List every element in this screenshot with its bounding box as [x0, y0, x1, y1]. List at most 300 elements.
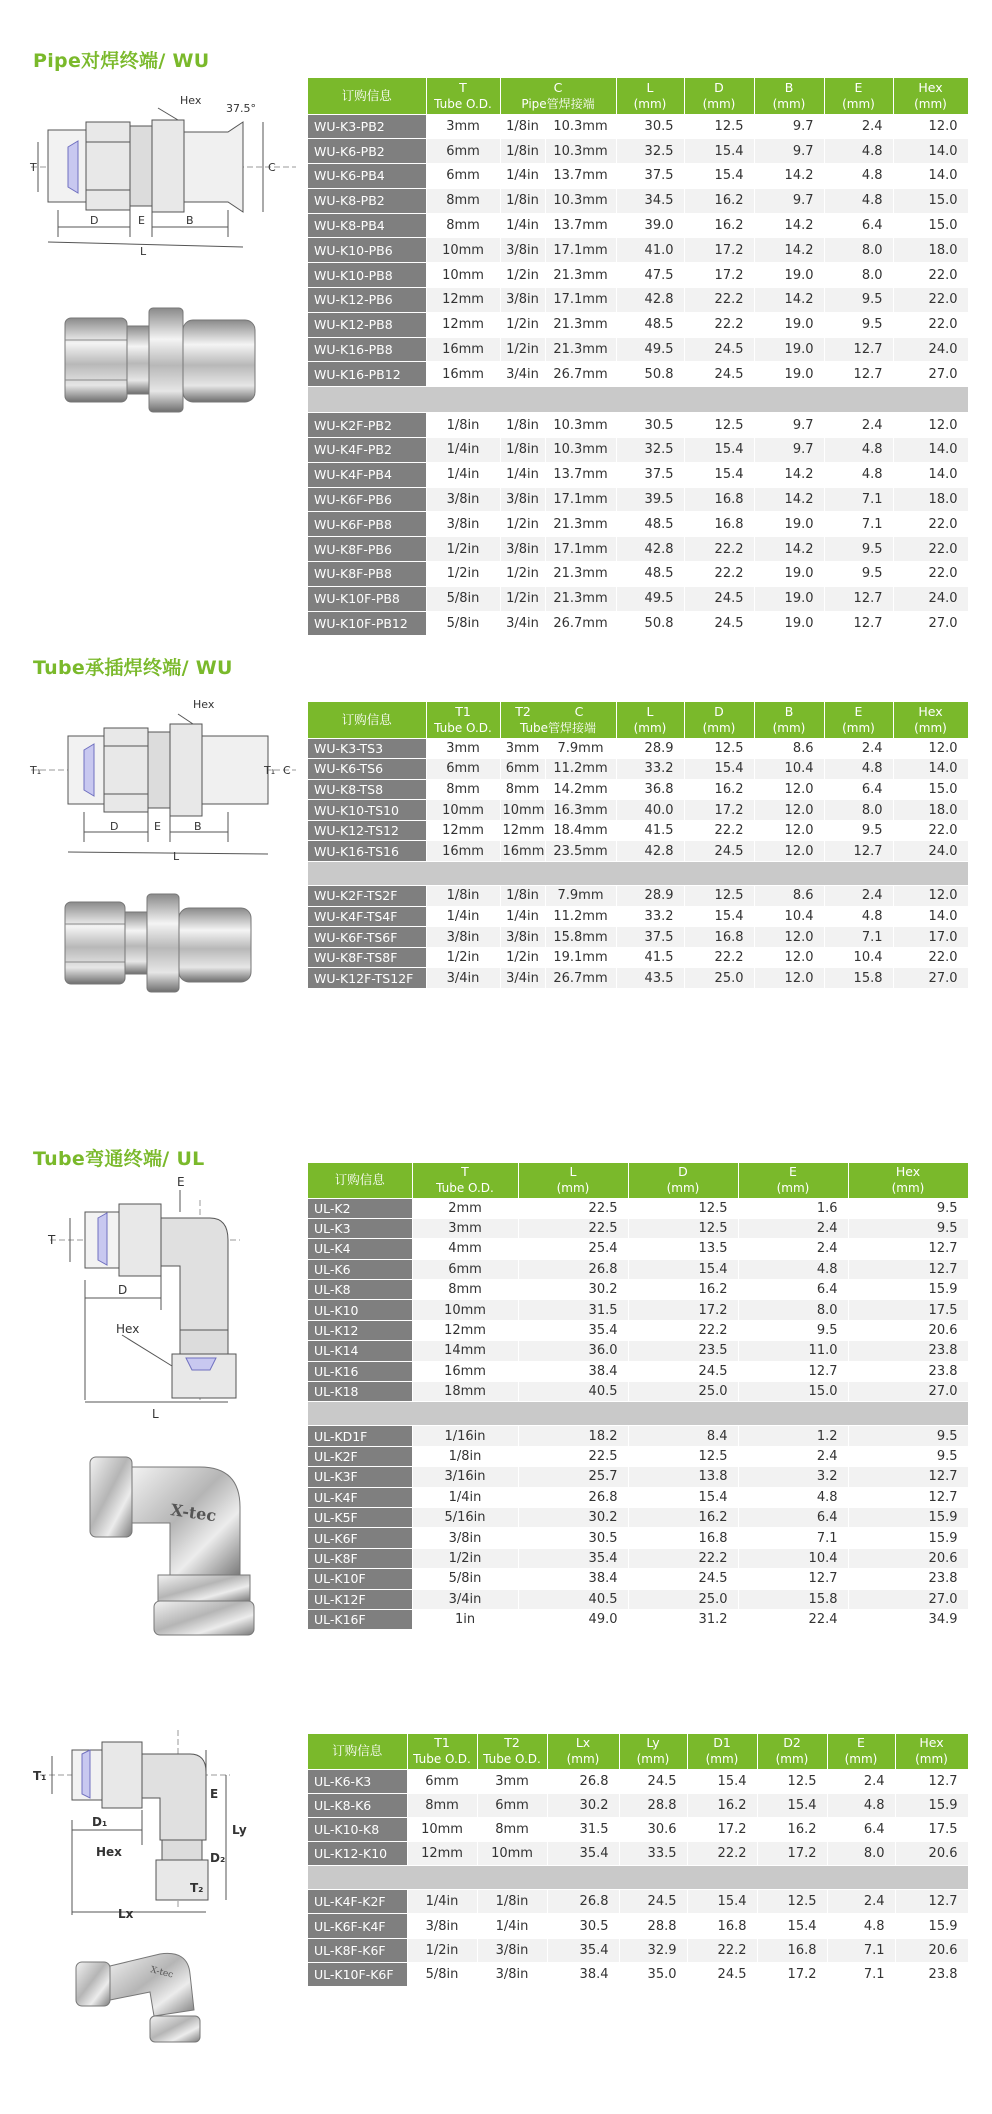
- section-title: Tube承插焊终端/ WU: [33, 657, 233, 679]
- table-cell: 22.0: [893, 947, 968, 968]
- table-cell: 26.8: [547, 1769, 619, 1793]
- dim-d2: D₂: [210, 1851, 226, 1865]
- table-cell: 30.5: [616, 114, 684, 139]
- order-code-cell: WU-K12F-TS12F: [308, 968, 426, 989]
- table-cell: 4mm: [412, 1239, 518, 1259]
- table-cell: 11.0: [738, 1341, 848, 1361]
- table-cell: 4.8: [824, 906, 893, 927]
- table-cell: 6mm: [426, 139, 500, 164]
- table-cell: 10.4: [754, 759, 824, 780]
- table-cell: 25.0: [628, 1382, 738, 1402]
- table-cell: 1/8in: [412, 1446, 518, 1466]
- table-cell: 12.7: [848, 1259, 968, 1279]
- col-e: E (mm): [824, 702, 893, 738]
- table-cell: 1/2in: [426, 537, 500, 562]
- table-cell: 6mm: [500, 759, 545, 780]
- table-cell: 3/8in: [500, 288, 545, 313]
- table-cell: 3/8in: [500, 238, 545, 263]
- table-cell: 16mm: [412, 1361, 518, 1381]
- table-cell: 4.8: [824, 164, 893, 189]
- table-cell: 18.2: [518, 1426, 628, 1446]
- table-cell: 10.3mm: [545, 114, 616, 139]
- dim-hex: Hex: [96, 1845, 122, 1859]
- table-cell: 9.5: [824, 312, 893, 337]
- table-row: [308, 1609, 968, 1629]
- table-cell: 24.5: [619, 1890, 687, 1914]
- table-cell: 16.8: [628, 1528, 738, 1548]
- table-cell: 30.5: [547, 1914, 619, 1938]
- col-b: B (mm): [754, 702, 824, 738]
- table-row: [308, 1962, 968, 1986]
- table-row: [308, 800, 968, 821]
- dim-lx: Lx: [118, 1907, 134, 1920]
- order-code-cell: UL-K3: [308, 1218, 412, 1238]
- table-cell: 21.3mm: [545, 586, 616, 611]
- table-cell: 11.2mm: [545, 906, 616, 927]
- table-row: [308, 1426, 968, 1446]
- separator-cell: [308, 1402, 968, 1426]
- table-cell: 19.0: [754, 586, 824, 611]
- table-cell: 18mm: [412, 1382, 518, 1402]
- table-row: [308, 1259, 968, 1279]
- table-cell: 15.4: [628, 1259, 738, 1279]
- table-cell: 24.5: [684, 586, 754, 611]
- table-row: [308, 1382, 968, 1402]
- table-cell: 10mm: [500, 800, 545, 821]
- table-cell: 1/2in: [407, 1938, 477, 1962]
- dim-t1-right: T₁: [264, 764, 276, 777]
- group-separator: [308, 1402, 968, 1426]
- table-cell: 12.7: [824, 337, 893, 362]
- table-cell: 8.0: [738, 1300, 848, 1320]
- table-cell: 4.8: [824, 759, 893, 780]
- table-cell: 15.9: [848, 1280, 968, 1300]
- order-code-cell: WU-K10-PB6: [308, 238, 426, 263]
- table-cell: 15.0: [738, 1382, 848, 1402]
- table-cell: 23.8: [848, 1361, 968, 1381]
- table-cell: 3/16in: [412, 1467, 518, 1487]
- table-cell: 3/8in: [426, 487, 500, 512]
- table-row: [308, 1589, 968, 1609]
- table-cell: 20.6: [848, 1548, 968, 1568]
- table-row: [308, 1569, 968, 1589]
- table-cell: 2.4: [824, 886, 893, 907]
- table-cell: 7.1: [824, 927, 893, 948]
- order-code-cell: WU-K3-PB2: [308, 114, 426, 139]
- table-cell: 26.8: [518, 1259, 628, 1279]
- col-d1: D1 (mm): [687, 1734, 757, 1769]
- table-cell: 14.0: [893, 139, 968, 164]
- table-cell: 24.5: [684, 841, 754, 862]
- table-cell: 12.5: [757, 1769, 827, 1793]
- table-cell: 22.2: [628, 1548, 738, 1568]
- table-cell: 23.8: [848, 1341, 968, 1361]
- table-cell: 2.4: [738, 1218, 848, 1238]
- table-cell: 16.2: [687, 1793, 757, 1817]
- table-cell: 22.2: [684, 947, 754, 968]
- table-cell: 3/8in: [426, 927, 500, 948]
- table-cell: 17.5: [895, 1817, 968, 1841]
- col-order-info: 订购信息: [308, 702, 426, 738]
- table-cell: 12mm: [500, 820, 545, 841]
- table-cell: 17.2: [684, 263, 754, 288]
- table-cell: 28.8: [619, 1914, 687, 1938]
- table-cell: 12.7: [738, 1361, 848, 1381]
- table-cell: 11.2mm: [545, 759, 616, 780]
- table-cell: 30.2: [518, 1507, 628, 1527]
- table-cell: 19.0: [754, 512, 824, 537]
- dim-b: B: [194, 820, 202, 833]
- col-l: L (mm): [616, 702, 684, 738]
- table-cell: 12.5: [684, 738, 754, 759]
- table-cell: 9.5: [848, 1198, 968, 1218]
- order-code-cell: UL-K10: [308, 1300, 412, 1320]
- col-l: L (mm): [616, 78, 684, 114]
- table-cell: 14.0: [893, 906, 968, 927]
- col-e: E (mm): [827, 1734, 895, 1769]
- table-cell: 22.2: [684, 288, 754, 313]
- table-cell: 8mm: [426, 188, 500, 213]
- table-cell: 16mm: [426, 841, 500, 862]
- table-row: [308, 1914, 968, 1938]
- table-cell: 22.2: [684, 820, 754, 841]
- table-cell: 4.8: [827, 1914, 895, 1938]
- table-cell: 16mm: [500, 841, 545, 862]
- table-cell: 14mm: [412, 1341, 518, 1361]
- table-row: [308, 759, 968, 780]
- table-row: [308, 312, 968, 337]
- table-cell: 10mm: [426, 800, 500, 821]
- table-cell: 3/8in: [477, 1938, 547, 1962]
- order-code-cell: WU-K10-TS10: [308, 800, 426, 821]
- order-code-cell: UL-K8: [308, 1280, 412, 1300]
- table-cell: 42.8: [616, 841, 684, 862]
- table-row: [308, 841, 968, 862]
- table-cell: 16.2: [628, 1280, 738, 1300]
- table-cell: 14.2: [754, 213, 824, 238]
- dim-b: B: [186, 214, 194, 227]
- table-cell: 35.4: [518, 1548, 628, 1568]
- table-cell: 7.1: [827, 1938, 895, 1962]
- table-cell: 48.5: [616, 512, 684, 537]
- order-code-cell: UL-K8F-K6F: [308, 1938, 407, 1962]
- order-code-cell: UL-K6-K3: [308, 1769, 407, 1793]
- order-code-cell: UL-K6F: [308, 1528, 412, 1548]
- col-hex: Hex (mm): [893, 78, 968, 114]
- col-d: D (mm): [628, 1163, 738, 1198]
- table-cell: 22.2: [684, 312, 754, 337]
- order-code-cell: UL-K12-K10: [308, 1842, 407, 1866]
- table-cell: 4.8: [824, 188, 893, 213]
- col-order-info: 订购信息: [308, 1163, 412, 1198]
- table-row: [308, 1507, 968, 1527]
- table-cell: 22.2: [684, 537, 754, 562]
- table-cell: 15.0: [893, 779, 968, 800]
- table-cell: 9.5: [824, 562, 893, 587]
- table-cell: 16mm: [426, 337, 500, 362]
- table-cell: 1/4in: [426, 906, 500, 927]
- table-row: [308, 362, 968, 387]
- table-cell: 30.5: [518, 1528, 628, 1548]
- table-cell: 16.8: [684, 927, 754, 948]
- table-cell: 28.9: [616, 738, 684, 759]
- table-cell: 1/8in: [426, 413, 500, 438]
- table-cell: 32.5: [616, 438, 684, 463]
- table-cell: 6.4: [824, 213, 893, 238]
- table-cell: 15.4: [628, 1487, 738, 1507]
- table-cell: 39.0: [616, 213, 684, 238]
- table-cell: 41.0: [616, 238, 684, 263]
- dim-l: L: [140, 245, 147, 257]
- table-cell: 5/8in: [412, 1569, 518, 1589]
- table-row: [308, 164, 968, 189]
- table-cell: 12.5: [628, 1446, 738, 1466]
- table-cell: 22.5: [518, 1446, 628, 1466]
- table-cell: 13.5: [628, 1239, 738, 1259]
- table-cell: 3mm: [426, 738, 500, 759]
- table-cell: 15.0: [893, 188, 968, 213]
- table-row: [308, 1446, 968, 1466]
- table-cell: 27.0: [848, 1382, 968, 1402]
- table-cell: 48.5: [616, 312, 684, 337]
- photo-brand-text: X-tec: [169, 1500, 218, 1526]
- table-cell: 22.5: [518, 1198, 628, 1218]
- order-code-cell: WU-K4F-PB2: [308, 438, 426, 463]
- table-cell: 8mm: [407, 1793, 477, 1817]
- table-cell: 19.0: [754, 562, 824, 587]
- table-cell: 15.4: [687, 1890, 757, 1914]
- table-cell: 12.0: [893, 114, 968, 139]
- table-row: [308, 1890, 968, 1914]
- table-cell: 6mm: [412, 1259, 518, 1279]
- dim-t1: T₁: [33, 1769, 47, 1783]
- table-cell: 15.0: [893, 213, 968, 238]
- wu-tube-table: [308, 702, 969, 989]
- table-cell: 1/8in: [500, 413, 545, 438]
- table-cell: 34.9: [848, 1609, 968, 1629]
- table-cell: 24.0: [893, 337, 968, 362]
- table-cell: 8.0: [827, 1842, 895, 1866]
- table-cell: 22.2: [684, 562, 754, 587]
- table-cell: 12.0: [754, 927, 824, 948]
- table-cell: 12.0: [893, 738, 968, 759]
- table-cell: 22.0: [893, 562, 968, 587]
- table-cell: 12.0: [754, 947, 824, 968]
- table-cell: 9.7: [754, 139, 824, 164]
- order-code-cell: WU-K16-PB12: [308, 362, 426, 387]
- table-row: [308, 886, 968, 907]
- table-cell: 12.7: [824, 362, 893, 387]
- order-code-cell: WU-K2F-TS2F: [308, 886, 426, 907]
- ul-table: [308, 1163, 969, 1630]
- table-cell: 3mm: [412, 1218, 518, 1238]
- dim-e: E: [177, 1175, 185, 1189]
- col-order-info: 订购信息: [308, 1734, 407, 1769]
- table-cell: 22.0: [893, 288, 968, 313]
- table-cell: 17.2: [628, 1300, 738, 1320]
- dim-d: D: [110, 820, 119, 833]
- table-cell: 7.1: [738, 1528, 848, 1548]
- table-cell: 16.2: [757, 1817, 827, 1841]
- table-cell: 10mm: [407, 1817, 477, 1841]
- table-cell: 49.5: [616, 586, 684, 611]
- dim-hex: Hex: [193, 698, 215, 711]
- col-t: T Tube O.D.: [426, 78, 500, 114]
- order-code-cell: UL-K16F: [308, 1609, 412, 1629]
- table-cell: 17.2: [684, 238, 754, 263]
- table-row: [308, 487, 968, 512]
- dim-e: E: [154, 820, 161, 833]
- table-row: [308, 1280, 968, 1300]
- order-code-cell: WU-K6F-PB6: [308, 487, 426, 512]
- table-cell: 9.7: [754, 438, 824, 463]
- table-cell: 15.9: [848, 1507, 968, 1527]
- table-cell: 35.4: [518, 1320, 628, 1340]
- table-cell: 15.8: [824, 968, 893, 989]
- table-cell: 25.0: [684, 968, 754, 989]
- table-cell: 14.2mm: [545, 779, 616, 800]
- table-row: [308, 611, 968, 636]
- dim-t1-left: T₁: [30, 764, 42, 777]
- table-cell: 23.5: [628, 1341, 738, 1361]
- table-cell: 13.7mm: [545, 164, 616, 189]
- table-cell: 3/8in: [477, 1962, 547, 1986]
- order-code-cell: WU-K10-PB8: [308, 263, 426, 288]
- ul-reducing-diagram: [30, 1720, 290, 1920]
- table-cell: 42.8: [616, 288, 684, 313]
- table-cell: 8.0: [824, 238, 893, 263]
- order-code-cell: UL-K12F: [308, 1589, 412, 1609]
- table-cell: 24.5: [628, 1569, 738, 1589]
- table-cell: 14.2: [754, 238, 824, 263]
- table-cell: 32.5: [616, 139, 684, 164]
- table-cell: 32.9: [619, 1938, 687, 1962]
- table-cell: 49.5: [616, 337, 684, 362]
- table-row: [308, 238, 968, 263]
- table-cell: 3/8in: [500, 537, 545, 562]
- order-code-cell: UL-K8F: [308, 1548, 412, 1568]
- table-cell: 8.0: [824, 800, 893, 821]
- table-cell: 10.4: [738, 1548, 848, 1568]
- order-code-cell: WU-K10F-PB12: [308, 611, 426, 636]
- table-cell: 2.4: [738, 1446, 848, 1466]
- col-ly: Ly (mm): [619, 1734, 687, 1769]
- table-cell: 7.9mm: [545, 886, 616, 907]
- col-e: E (mm): [824, 78, 893, 114]
- table-cell: 33.2: [616, 759, 684, 780]
- table-row: [308, 337, 968, 362]
- col-hex: Hex (mm): [895, 1734, 968, 1769]
- col-d: D (mm): [684, 702, 754, 738]
- table-row: [308, 1938, 968, 1962]
- table-cell: 13.7mm: [545, 462, 616, 487]
- table-cell: 38.4: [518, 1361, 628, 1381]
- table-cell: 25.7: [518, 1467, 628, 1487]
- table-cell: 1/4in: [407, 1890, 477, 1914]
- table-cell: 25.4: [518, 1239, 628, 1259]
- table-cell: 40.0: [616, 800, 684, 821]
- table-cell: 12.7: [895, 1769, 968, 1793]
- table-cell: 48.5: [616, 562, 684, 587]
- table-cell: 33.2: [616, 906, 684, 927]
- table-row: [308, 562, 968, 587]
- table-cell: 1/4in: [500, 462, 545, 487]
- table-cell: 9.7: [754, 114, 824, 139]
- table-cell: 6mm: [426, 164, 500, 189]
- table-row: [308, 1198, 968, 1218]
- dim-hex: Hex: [180, 94, 202, 107]
- table-cell: 26.8: [518, 1487, 628, 1507]
- order-code-cell: UL-K4F-K2F: [308, 1890, 407, 1914]
- dim-hex: Hex: [116, 1322, 140, 1336]
- table-row: [308, 288, 968, 313]
- table-cell: 8.6: [754, 886, 824, 907]
- table-row: [308, 906, 968, 927]
- table-cell: 17.5: [848, 1300, 968, 1320]
- dim-d: D: [118, 1283, 128, 1297]
- table-cell: 10.4: [824, 947, 893, 968]
- table-cell: 24.5: [684, 337, 754, 362]
- table-cell: 12.7: [824, 586, 893, 611]
- table-cell: 3mm: [477, 1769, 547, 1793]
- table-cell: 21.3mm: [545, 562, 616, 587]
- dim-d: D: [90, 214, 99, 227]
- group-separator: [308, 862, 968, 886]
- wu-pipe-table: [308, 78, 969, 636]
- table-row: [308, 188, 968, 213]
- table-cell: 23.5mm: [545, 841, 616, 862]
- table-row: [308, 1300, 968, 1320]
- table-cell: 31.2: [628, 1609, 738, 1629]
- table-cell: 1/8in: [477, 1890, 547, 1914]
- col-b: B (mm): [754, 78, 824, 114]
- table-cell: 36.0: [518, 1341, 628, 1361]
- table-row: [308, 1487, 968, 1507]
- table-cell: 15.4: [684, 438, 754, 463]
- table-cell: 30.2: [547, 1793, 619, 1817]
- table-row: [308, 139, 968, 164]
- table-cell: 15.9: [895, 1914, 968, 1938]
- order-code-cell: UL-K8-K6: [308, 1793, 407, 1817]
- col-t: T Tube O.D.: [412, 1163, 518, 1198]
- table-cell: 16.8: [687, 1914, 757, 1938]
- table-cell: 8.0: [824, 263, 893, 288]
- table-cell: 26.7mm: [545, 611, 616, 636]
- table-cell: 3/8in: [407, 1914, 477, 1938]
- order-code-cell: UL-K14: [308, 1341, 412, 1361]
- table-cell: 19.0: [754, 611, 824, 636]
- table-cell: 10mm: [477, 1842, 547, 1866]
- table-cell: 24.5: [684, 362, 754, 387]
- table-cell: 10mm: [426, 263, 500, 288]
- table-cell: 10.4: [754, 906, 824, 927]
- col-order-info: 订购信息: [308, 78, 426, 114]
- table-cell: 17.0: [893, 927, 968, 948]
- table-cell: 15.8: [738, 1589, 848, 1609]
- order-code-cell: WU-K8F-TS8F: [308, 947, 426, 968]
- table-row: [308, 968, 968, 989]
- dim-d1: D₁: [92, 1815, 108, 1829]
- order-code-cell: UL-K10-K8: [308, 1817, 407, 1841]
- table-cell: 12.0: [893, 886, 968, 907]
- table-row: [308, 413, 968, 438]
- ul-photo: [70, 1445, 270, 1640]
- table-cell: 5/8in: [426, 586, 500, 611]
- table-cell: 8mm: [426, 213, 500, 238]
- table-cell: 9.5: [848, 1446, 968, 1466]
- order-code-cell: UL-K18: [308, 1382, 412, 1402]
- table-cell: 12.5: [628, 1218, 738, 1238]
